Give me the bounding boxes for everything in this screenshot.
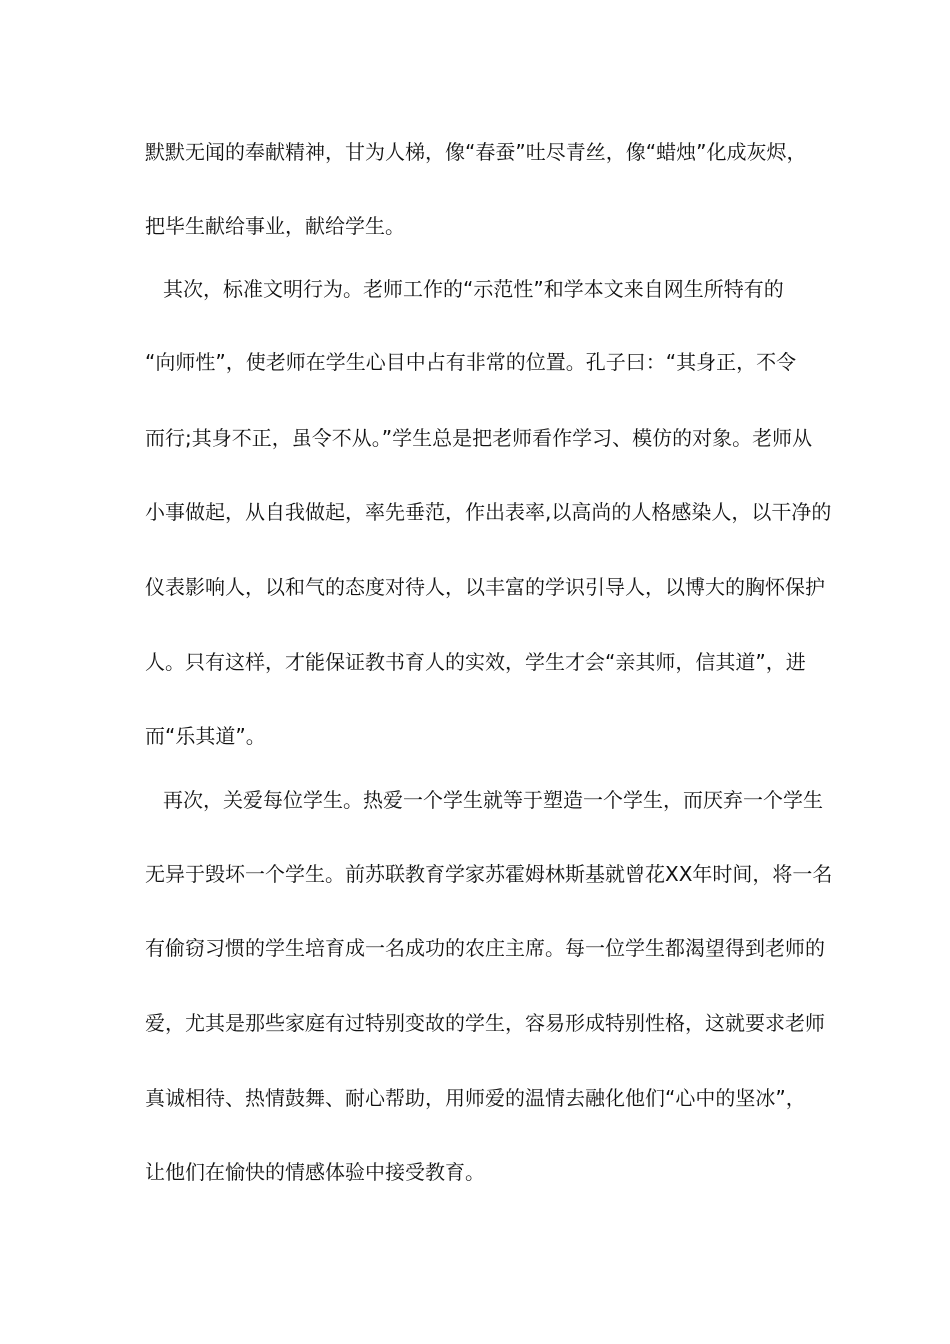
paragraph-start-line: 再次，关爱每位学生。热爱一个学生就等于塑造一个学生，而厌弃一个学生 (163, 788, 823, 812)
paragraph-start-line: 其次，标准文明行为。老师工作的“示范性”和学本文来自网生所特有的 (163, 277, 784, 301)
text-line: 无异于毁坏一个学生。前苏联教育学家苏霍姆林斯基就曾花XX年时间，将一名 (145, 862, 833, 886)
text-line: 让他们在愉快的情感体验中接受教育。 (145, 1160, 485, 1184)
text-line: “向师性”，使老师在学生心目中占有非常的位置。孔子曰：“其身正，不令 (145, 350, 797, 374)
text-line: 人。只有这样，才能保证教书育人的实效，学生才会“亲其师，信其道”，进 (145, 650, 806, 674)
text-line: 而“乐其道”。 (145, 724, 266, 748)
text-line: 默默无闻的奉献精神，甘为人梯，像“春蚕”吐尽青丝，像“蜡烛”化成灰烬， (145, 140, 807, 164)
text-line: 而行;其身不正，虽令不从。”学生总是把老师看作学习、模仿的对象。老师从 (145, 426, 813, 450)
text-line: 把毕生献给事业，献给学生。 (145, 214, 405, 238)
text-line: 有偷窃习惯的学生培育成一名成功的农庄主席。每一位学生都渴望得到老师的 (145, 936, 825, 960)
text-line: 真诚相待、热情鼓舞、耐心帮助，用师爱的温情去融化他们“心中的坚冰”， (145, 1086, 806, 1110)
text-line: 仪表影响人，以和气的态度对待人，以丰富的学识引导人，以博大的胸怀保护 (145, 575, 825, 599)
text-line: 小事做起，从自我做起，率先垂范，作出表率,以高尚的人格感染人，以干净的 (145, 500, 832, 524)
text-line: 爱，尤其是那些家庭有过特别变故的学生，容易形成特别性格，这就要求老师 (145, 1011, 825, 1035)
